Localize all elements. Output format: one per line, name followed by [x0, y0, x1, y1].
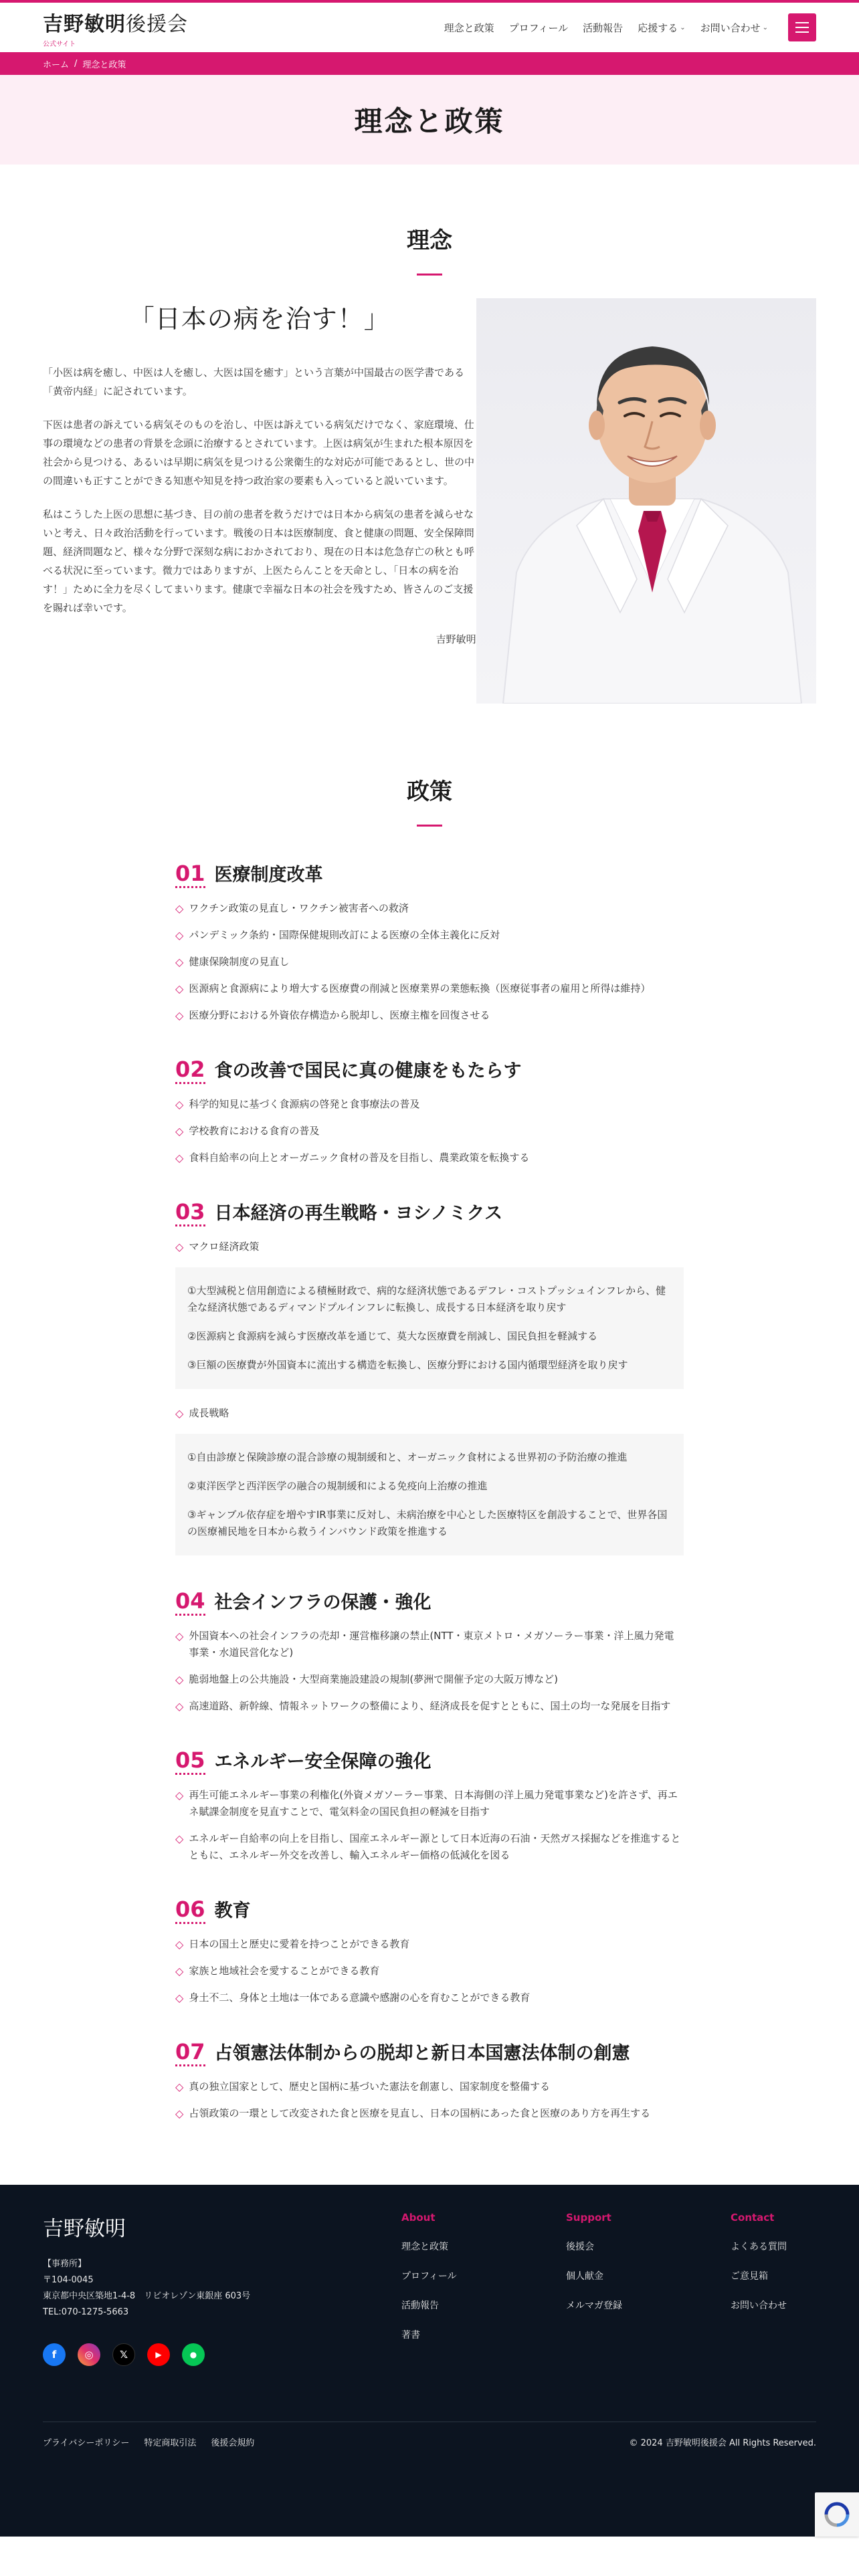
x-icon[interactable]: 𝕏 — [112, 2343, 135, 2366]
footer-link[interactable]: 理念と政策 — [401, 2242, 448, 2252]
policy-number: 06 — [175, 1898, 205, 1924]
policy-02 — [175, 1056, 684, 1166]
footer-link[interactable]: 個人献金 — [566, 2271, 603, 2282]
facebook-icon[interactable]: f — [43, 2343, 66, 2366]
recaptcha-icon — [824, 2501, 850, 2528]
copyright: © 2024 吉野敏明後援会 All Rights Reserved. — [629, 2438, 816, 2448]
nav-activity[interactable]: 活動報告 — [583, 21, 624, 34]
diamond-bullet-icon: ◇ — [175, 1407, 184, 1420]
footer-tel[interactable]: TEL:070-1275-5663 — [43, 2307, 129, 2317]
policy-07 — [175, 2038, 684, 2122]
policies-section — [0, 704, 859, 2122]
logo-name: 吉野敏明 — [43, 12, 126, 36]
policy-sub-item: ③巨額の医療費が外国資本に流出する構造を転換し、医療分野における国内循環型経済を取り戻す — [187, 1359, 628, 1371]
nav-philosophy[interactable]: 理念と政策 — [444, 21, 494, 34]
diamond-bullet-icon: ◇ — [175, 1152, 184, 1164]
policy-06 — [175, 1896, 684, 2006]
policy-item: ◇ 食料自給率の向上とオーガニック食材の普及を目指し、農業政策を転換する — [175, 1150, 684, 1166]
diamond-bullet-icon: ◇ — [175, 2080, 184, 2093]
philosophy-paragraph: 私はこうした上医の思想に基づき、目の前の患者を救うだけでは日本から病気の患者を減らせないと考え、日々政治活動を行っています。戦後の日本は医療制度、食と健康の問題、安全保障問題、経済問題など、様々な分野で深刻な病におかされており、現在の日本は危急存亡の秋とも呼べる状況に至っています。微力ではありますが、上医たらんことを天命とし、「日本の病を治す！」ために全力を尽くしてまいります。健康で幸福な日本の社会を残すため、皆さんのご支援を賜れば幸いです。 — [43, 508, 475, 614]
nav-profile[interactable]: プロフィール — [508, 21, 569, 34]
policy-item: ◇ 家族と地域社会を愛することができる教育 — [175, 1963, 684, 1979]
site-footer — [0, 2185, 859, 2537]
footer-name: 吉野敏明 — [43, 2217, 126, 2241]
policy-title: 占領憲法体制からの脱却と新日本国憲法体制の創憲 — [214, 2043, 630, 2064]
policy-item: ◇ 外国資本への社会インフラの売却・運営権移譲の禁止(NTT・東京メトロ・メガソーラー事業・洋上風力発電事業・水道民営化など) — [175, 1628, 684, 1661]
policy-item: ◇ 身土不二、身体と土地は一体である意識や感謝の心を育むことができる教育 — [175, 1990, 684, 2006]
policy-item: ◇ 脆弱地盤上の公共施設・大型商業施設建設の規制(夢洲で開催予定の大阪万博など) — [175, 1671, 684, 1688]
site-logo[interactable] — [43, 7, 188, 48]
policy-item: ◇ 高速道路、新幹線、情報ネットワークの整備により、経済成長を促すとともに、国土の均一な発展を目指す — [175, 1698, 684, 1715]
logo-subtitle: 公式サイト — [43, 40, 76, 48]
policy-item: ◇ 真の独立国家として、歴史と国柄に基づいた憲法を創憲し、国家制度を整備する — [175, 2078, 684, 2095]
breadcrumb-home[interactable]: ホーム — [43, 60, 70, 70]
policy-title: 日本経済の再生戦略・ヨシノミクス — [214, 1203, 503, 1224]
footer-link[interactable]: 後援会 — [566, 2242, 594, 2252]
page-title: 理念と政策 — [354, 105, 505, 138]
social-links — [43, 2343, 391, 2366]
diamond-bullet-icon: ◇ — [175, 1938, 184, 1951]
site-header — [0, 0, 859, 52]
footer-address: 東京都中央区築地1-4-8 リビオレゾン東銀座 603号 — [43, 2291, 251, 2301]
policy-item: ◇ パンデミック条約・国際保健規則改訂による医療の全体主義化に反対 — [175, 927, 684, 944]
policy-item: ◇ ワクチン政策の見直し・ワクチン被害者への救済 — [175, 900, 684, 917]
policy-01 — [175, 860, 684, 1024]
hamburger-menu-button[interactable] — [788, 13, 816, 41]
policy-number: 03 — [175, 1200, 205, 1226]
portrait-photo — [476, 298, 816, 704]
diamond-bullet-icon: ◇ — [175, 902, 184, 915]
policy-item: ◇ 健康保険制度の見直し — [175, 954, 684, 970]
diamond-bullet-icon: ◇ — [175, 1992, 184, 2004]
policy-item: ◇ エネルギー自給率の向上を目指し、国産エネルギー源として日本近海の石油・天然ガス採掘などを推進するとともに、エネルギー外交を改善し、輸入エネルギー価格の低減化を図る — [175, 1830, 684, 1864]
breadcrumb-current: 理念と政策 — [82, 60, 126, 70]
policy-list — [175, 860, 684, 2122]
line-icon[interactable]: ● — [182, 2343, 205, 2366]
footer-col-support — [566, 2212, 731, 2366]
recaptcha-badge[interactable] — [815, 2492, 859, 2537]
footer-col-about — [401, 2212, 566, 2366]
nav-contact[interactable]: お問い合わせ ⌄ — [700, 21, 768, 34]
breadcrumb — [0, 52, 859, 75]
youtube-icon[interactable]: ▶ — [147, 2343, 170, 2366]
main-nav — [444, 13, 816, 41]
instagram-icon[interactable]: ◎ — [78, 2343, 100, 2366]
diamond-bullet-icon: ◇ — [175, 956, 184, 968]
policy-sub-item: ②東洋医学と西洋医学の融合の規制緩和による免疫向上治療の推進 — [187, 1480, 488, 1492]
philosophy-heading: 理念 — [407, 227, 452, 254]
policy-item: ◇ 占領政策の一環として改変された食と医療を見直し、日本の国柄にあった食と医療のあり方を再生する — [175, 2105, 684, 2122]
footer-link[interactable]: 活動報告 — [401, 2300, 439, 2311]
policy-title: エネルギー安全保障の強化 — [214, 1751, 432, 1772]
policy-item: ◇ 再生可能エネルギー事業の利権化(外資メガソーラー事業、日本海側の洋上風力発電事業など)を許さず、再エネ賦課金制度を見直すことで、電気料金の国民負担の軽減を目指す — [175, 1787, 684, 1820]
footer-bottom-bar — [43, 2422, 816, 2448]
diamond-bullet-icon: ◇ — [175, 1700, 184, 1713]
policy-number: 04 — [175, 1590, 205, 1616]
page-hero — [0, 75, 859, 165]
policy-title: 教育 — [214, 1901, 251, 1921]
association-rules-link[interactable]: 後援会規約 — [211, 2438, 255, 2448]
portrait-illustration — [476, 298, 816, 704]
logo-suffix: 後援会 — [126, 12, 188, 36]
diamond-bullet-icon: ◇ — [175, 1673, 184, 1686]
policy-number: 05 — [175, 1749, 205, 1775]
policies-heading: 政策 — [407, 778, 452, 805]
diamond-bullet-icon: ◇ — [175, 1125, 184, 1138]
policy-sub-item: ②医源病と食源病を減らす医療改革を通じて、莫大な医療費を削減し、国民負担を軽減する — [187, 1330, 598, 1342]
footer-columns — [401, 2212, 816, 2366]
diamond-bullet-icon: ◇ — [175, 1832, 184, 1845]
policy-group-label: ◇ マクロ経済政策 — [175, 1239, 684, 1255]
philosophy-paragraph: 下医は患者の訴えている病気そのものを治し、中医は訴えている病気だけでなく、家庭環境、仕事の環境などの患者の背景を念頭に治療するとされています。上医は病気が生まれた根本原因を社会から見つける、あるいは早期に病気を見つける公衆衛生的な対応が可能であるとし、世の中の間違いも正すことができる知恵や知見を持つ政治家の要素も入っていると説いています。 — [43, 419, 475, 487]
commerce-law-link[interactable]: 特定商取引法 — [144, 2438, 197, 2448]
policy-sub-item: ③ギャンブル依存症を増やすIR事業に反対し、未病治療を中心とした医療特区を創設することで、世界各国の医療補民地を日本から救うインバウンド政策を推進する — [187, 1509, 668, 1537]
footer-col-heading: About — [401, 2212, 436, 2224]
diamond-bullet-icon: ◇ — [175, 1241, 184, 1253]
policy-item: ◇ 学校教育における食育の普及 — [175, 1123, 684, 1140]
chevron-down-icon: ⌄ — [762, 23, 768, 31]
breadcrumb-separator: / — [74, 58, 78, 69]
philosophy-section — [0, 165, 859, 704]
policy-title: 食の改善で国民に真の健康をもたらす — [214, 1061, 522, 1081]
hamburger-icon — [795, 22, 809, 23]
footer-col-contact — [731, 2212, 816, 2366]
policy-05 — [175, 1747, 684, 1864]
footer-link[interactable]: ご意見箱 — [731, 2271, 768, 2282]
policy-title: 医療制度改革 — [214, 865, 323, 885]
footer-link[interactable]: よくある質問 — [731, 2242, 787, 2252]
diamond-bullet-icon: ◇ — [175, 1965, 184, 1977]
policy-sub-item: ①大型減税と信用創造による積極財政で、病的な経済状態であるデフレ・コストプッシュインフレから、健全な経済状態であるディマンドプルインフレに転換し、成長する日本経済を取り戻す — [187, 1285, 666, 1313]
policy-number: 07 — [175, 2040, 205, 2066]
policy-item: ◇ 医源病と食源病により増大する医療費の削減と医療業界の業態転換（医療従事者の雇用と所得は維持） — [175, 980, 684, 997]
policy-group-label: ◇ 成長戦略 — [175, 1405, 684, 1422]
policy-item: ◇ 医療分野における外資依存構造から脱却し、医療主権を回復させる — [175, 1007, 684, 1024]
philosophy-paragraph: 「小医は病を癒し、中医は人を癒し、大医は国を癒す」という言葉が中国最古の医学書である「黄帝内経」に記されています。 — [43, 366, 465, 397]
heading-divider — [417, 274, 442, 276]
policy-number: 01 — [175, 862, 205, 888]
diamond-bullet-icon: ◇ — [175, 982, 184, 995]
policy-04 — [175, 1588, 684, 1715]
policy-title: 社会インフラの保護・強化 — [214, 1592, 432, 1613]
nav-support[interactable]: 応援する ⌄ — [638, 21, 686, 34]
policy-number: 02 — [175, 1058, 205, 1084]
diamond-bullet-icon: ◇ — [175, 1009, 184, 1022]
policy-item: ◇ 科学的知見に基づく食源病の啓発と食事療法の普及 — [175, 1096, 684, 1113]
philosophy-catchphrase: 「日本の病を治す！」 — [128, 304, 390, 334]
policy-sub-box — [175, 1267, 684, 1389]
footer-link[interactable]: プロフィール — [401, 2271, 457, 2282]
philosophy-signature: 吉野敏明 — [436, 633, 476, 645]
diamond-bullet-icon: ◇ — [175, 1789, 184, 1802]
footer-col-heading: Support — [566, 2212, 611, 2224]
footer-link[interactable]: メルマガ登録 — [566, 2300, 622, 2311]
footer-col-heading: Contact — [731, 2212, 775, 2224]
philosophy-body — [43, 298, 476, 704]
diamond-bullet-icon: ◇ — [175, 1630, 184, 1642]
policy-03 — [175, 1198, 684, 1555]
heading-divider — [417, 825, 442, 827]
diamond-bullet-icon: ◇ — [175, 929, 184, 942]
policy-sub-item: ①自由診療と保険診療の混合診療の規制緩和と、オーガニック食材による世界初の予防治療の推進 — [187, 1451, 628, 1463]
chevron-down-icon: ⌄ — [680, 23, 686, 31]
footer-link[interactable]: 著書 — [401, 2330, 420, 2341]
policy-sub-box — [175, 1434, 684, 1555]
privacy-policy-link[interactable]: プライバシーポリシー — [43, 2438, 130, 2448]
diamond-bullet-icon: ◇ — [175, 2107, 184, 2120]
footer-office-label: 【事務所】 — [43, 2259, 87, 2269]
policy-item: ◇ 日本の国土と歴史に愛着を持つことができる教育 — [175, 1936, 684, 1953]
footer-link[interactable]: お問い合わせ — [731, 2300, 787, 2311]
footer-postal-code: 〒104-0045 — [43, 2275, 94, 2285]
diamond-bullet-icon: ◇ — [175, 1098, 184, 1111]
